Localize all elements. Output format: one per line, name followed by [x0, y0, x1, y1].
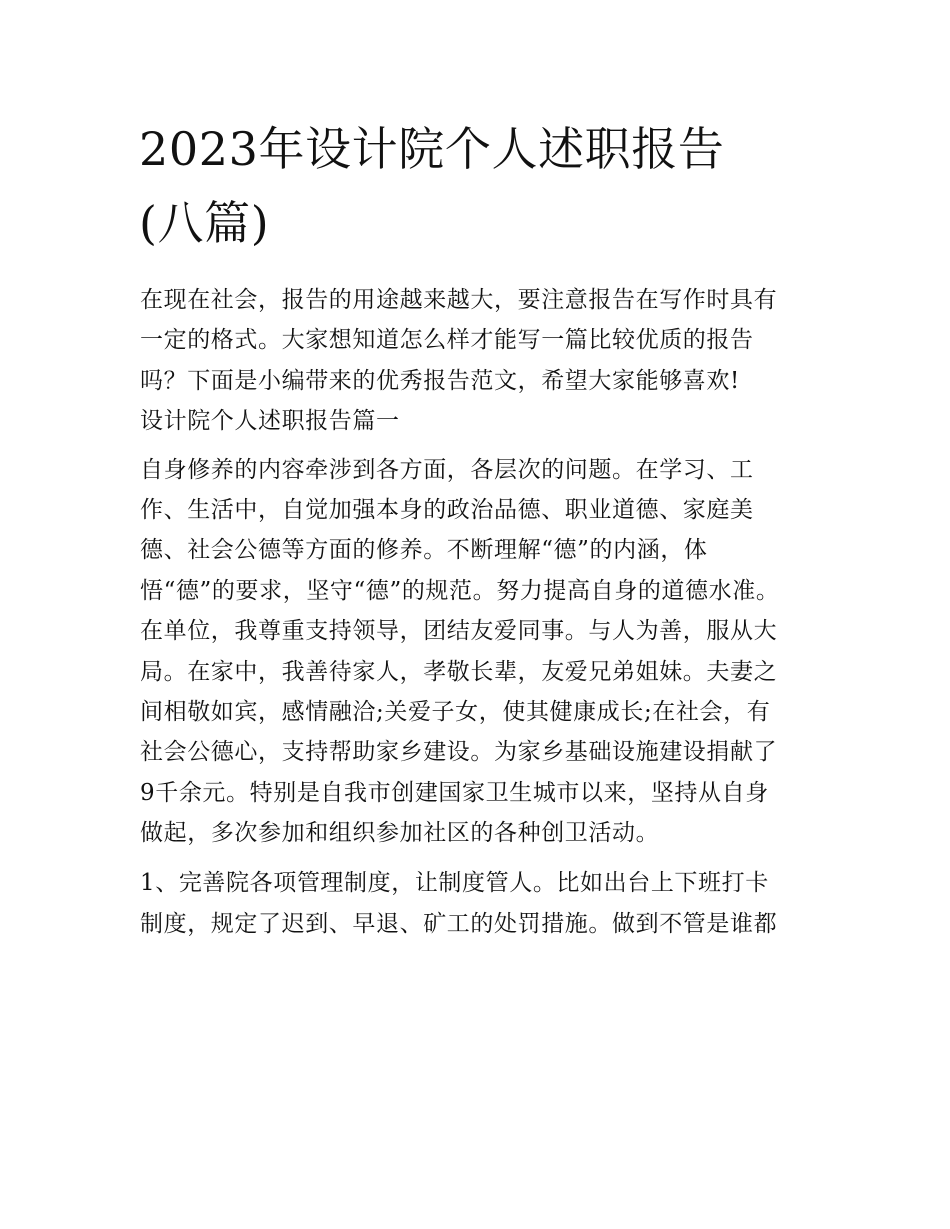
section-heading-text: 设计院个人述职报告篇一	[140, 408, 400, 435]
title-line-2: (八篇)	[139, 196, 270, 250]
intro-paragraph	[140, 280, 812, 401]
paragraph-line: 1、完善院各项管理制度，让制度管人。比如出台上下班打卡	[140, 870, 769, 897]
title-line-1: 2023年设计院个人述职报告	[139, 122, 725, 176]
paragraph-line: 悟“德”的要求，坚守“德”的规范。努力提高自身的道德水准。	[140, 577, 780, 604]
paragraph-line: 做起，多次参加和组织参加社区的各种创卫活动。	[140, 820, 660, 847]
paragraph-2	[140, 863, 812, 944]
paragraph-line: 间相敬如宾，感情融洽;关爱子女，使其健康成长;在社会，有	[140, 698, 771, 725]
paragraph-line: 德、社会公德等方面的修养。不断理解“德”的内涵，体	[140, 537, 708, 564]
paragraph-line: 在单位，我尊重支持领导，团结友爱同事。与人为善，服从大	[140, 618, 778, 645]
paragraph-line: 制度，规定了迟到、早退、矿工的处罚措施。做到不管是谁都	[140, 910, 778, 937]
section-heading	[140, 401, 812, 441]
document-title	[139, 112, 819, 260]
document-body	[140, 280, 812, 944]
paragraph-line: 局。在家中，我善待家人，孝敬长辈，友爱兄弟姐妹。夫妻之	[140, 658, 778, 685]
intro-line: 一定的格式。大家想知道怎么样才能写一篇比较优质的报告	[140, 327, 754, 354]
paragraph-line: 9千余元。特别是自我市创建国家卫生城市以来，坚持从自身	[140, 779, 769, 806]
paragraph-1	[140, 450, 812, 854]
paragraph-line: 自身修养的内容牵涉到各方面，各层次的问题。在学习、工	[140, 456, 754, 483]
intro-line: 吗？下面是小编带来的优秀报告范文，希望大家能够喜欢!	[140, 367, 740, 394]
paragraph-line: 作、生活中，自觉加强本身的政治品德、职业道德、家庭美	[140, 496, 754, 523]
intro-line: 在现在社会，报告的用途越来越大，要注意报告在写作时具有	[140, 287, 778, 313]
paragraph-line: 社会公德心，支持帮助家乡建设。为家乡基础设施建设捐献了	[140, 739, 778, 766]
